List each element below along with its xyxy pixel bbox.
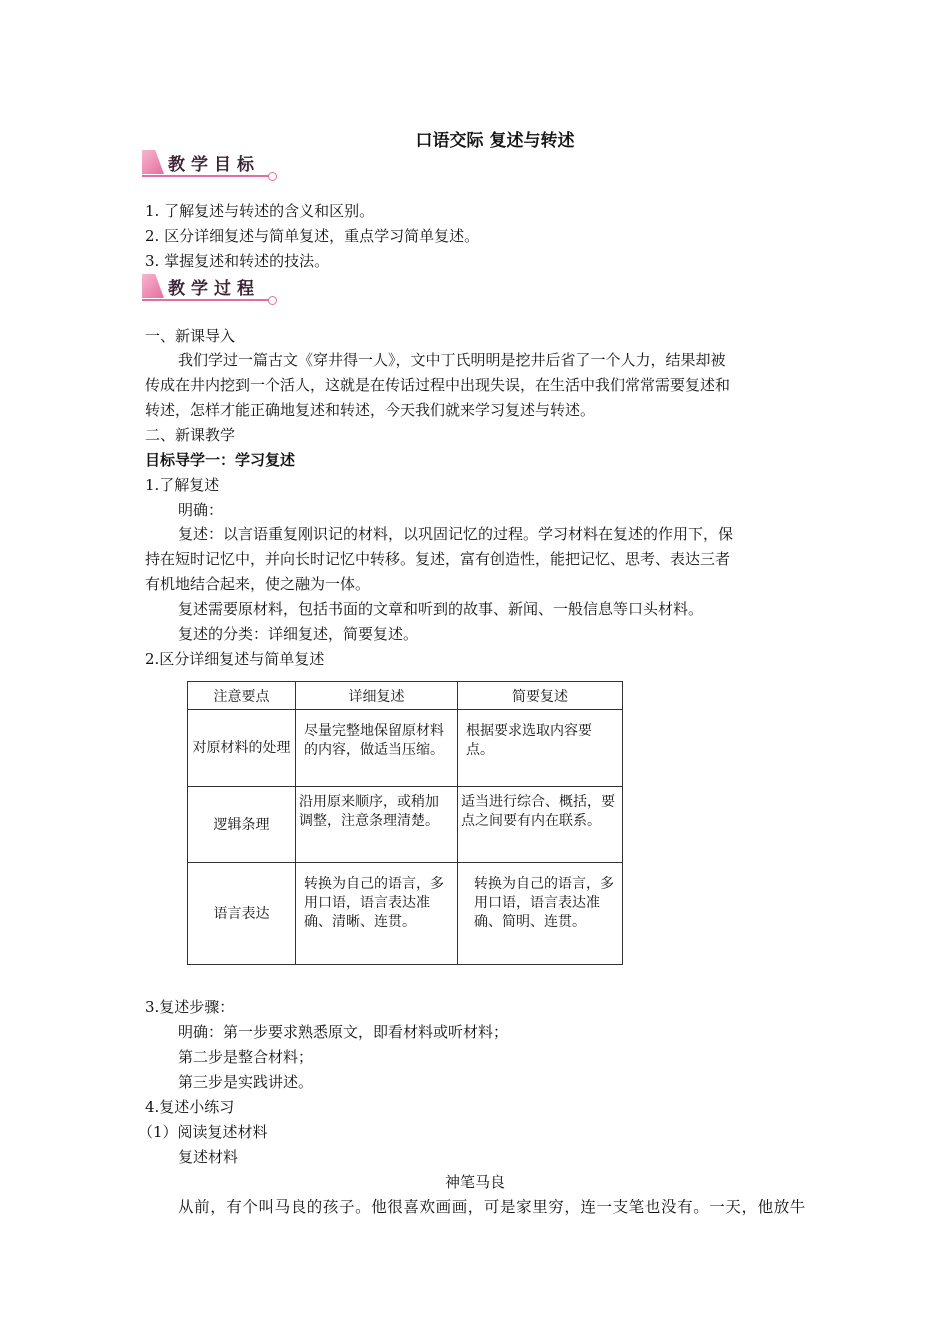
table-header: 详细复述 xyxy=(296,682,458,710)
process-banner xyxy=(142,274,282,306)
intro-line: 转述，怎样才能正确地复述和转述，今天我们就来学习复述与转述。 xyxy=(145,401,596,419)
table-header: 简要复述 xyxy=(458,682,623,710)
step-line: 第三步是实践讲述。 xyxy=(178,1073,314,1091)
definition-line: 复述：以言语重复刚识记的材料，以巩固记忆的过程。学习材料在复述的作用下，保 xyxy=(178,525,734,543)
table-row xyxy=(188,787,623,863)
table-cell: 逻辑条理 xyxy=(188,787,296,863)
definition-line: 有机地结合起来，使之融为一体。 xyxy=(145,575,371,593)
intro-line: 我们学过一篇古文《穿井得一人》，文中丁氏明明是挖井后省了一个人力，结果却被 xyxy=(178,351,726,369)
section-heading: 一、新课导入 xyxy=(145,327,236,345)
table-header-row xyxy=(188,682,623,710)
comparison-table xyxy=(187,681,623,965)
point-heading: 3.复述步骤： xyxy=(145,998,235,1016)
page-title: 口语交际 复述与转述 xyxy=(415,131,575,151)
story-title: 神笔马良 xyxy=(444,1173,505,1191)
objective-item: 3. 掌握复述和转述的技法。 xyxy=(145,252,330,270)
table-cell: 根据要求选取内容要点。 xyxy=(458,710,623,787)
sub-heading: （1）阅读复述材料 xyxy=(138,1123,268,1141)
table-cell: 尽量完整地保留原材料的内容，做适当压缩。 xyxy=(296,710,458,787)
table-row xyxy=(188,863,623,965)
table-cell: 语言表达 xyxy=(188,863,296,965)
table-row xyxy=(188,710,623,787)
step-line: 第二步是整合材料； xyxy=(178,1048,314,1066)
types-line: 复述的分类：详细复述，简要复述。 xyxy=(178,625,419,643)
material-label: 复述材料 xyxy=(178,1148,239,1166)
goal-heading: 目标导学一：学习复述 xyxy=(145,451,296,469)
process-banner-label: 教学过程 xyxy=(168,279,260,299)
table-cell: 对原材料的处理 xyxy=(188,710,296,787)
point-heading: 4.复述小练习 xyxy=(145,1098,235,1116)
objective-item: 1. 了解复述与转述的含义和区别。 xyxy=(145,202,375,220)
objectives-banner xyxy=(142,150,282,182)
materials-line: 复述需要原材料，包括书面的文章和听到的故事、新闻、一般信息等口头材料。 xyxy=(178,600,704,618)
banner-tab-icon xyxy=(142,274,164,298)
table-cell: 适当进行综合、概括，要点之间要有内在联系。 xyxy=(458,787,623,863)
point-heading: 1.了解复述 xyxy=(145,476,220,494)
story-line: 从前，有个叫马良的孩子。他很喜欢画画，可是家里穷，连一支笔也没有。一天，他放牛 xyxy=(178,1198,806,1216)
clarify-label: 明确： xyxy=(178,501,224,519)
section-heading: 二、新课教学 xyxy=(145,426,236,444)
table-cell: 沿用原来顺序，或稍加调整，注意条理清楚。 xyxy=(296,787,458,863)
objectives-banner-label: 教学目标 xyxy=(168,155,260,175)
point-heading: 2.区分详细复述与简单复述 xyxy=(145,650,325,668)
table-cell: 转换为自己的语言，多用口语，语言表达准确、简明、连贯。 xyxy=(458,863,623,965)
intro-line: 传成在井内挖到一个活人，这就是在传话过程中出现失误，在生活中我们常常需要复述和 xyxy=(145,376,731,394)
table-header: 注意要点 xyxy=(188,682,296,710)
table-cell: 转换为自己的语言，多用口语，语言表达准确、清晰、连贯。 xyxy=(296,863,458,965)
step-line: 明确：第一步要求熟悉原文，即看材料或听材料； xyxy=(178,1023,509,1041)
banner-tab-icon xyxy=(142,150,164,174)
objective-item: 2. 区分详细复述与简单复述，重点学习简单复述。 xyxy=(145,227,480,245)
definition-line: 持在短时记忆中，并向长时记忆中转移。复述，富有创造性，能把记忆、思考、表达三者 xyxy=(145,550,731,568)
